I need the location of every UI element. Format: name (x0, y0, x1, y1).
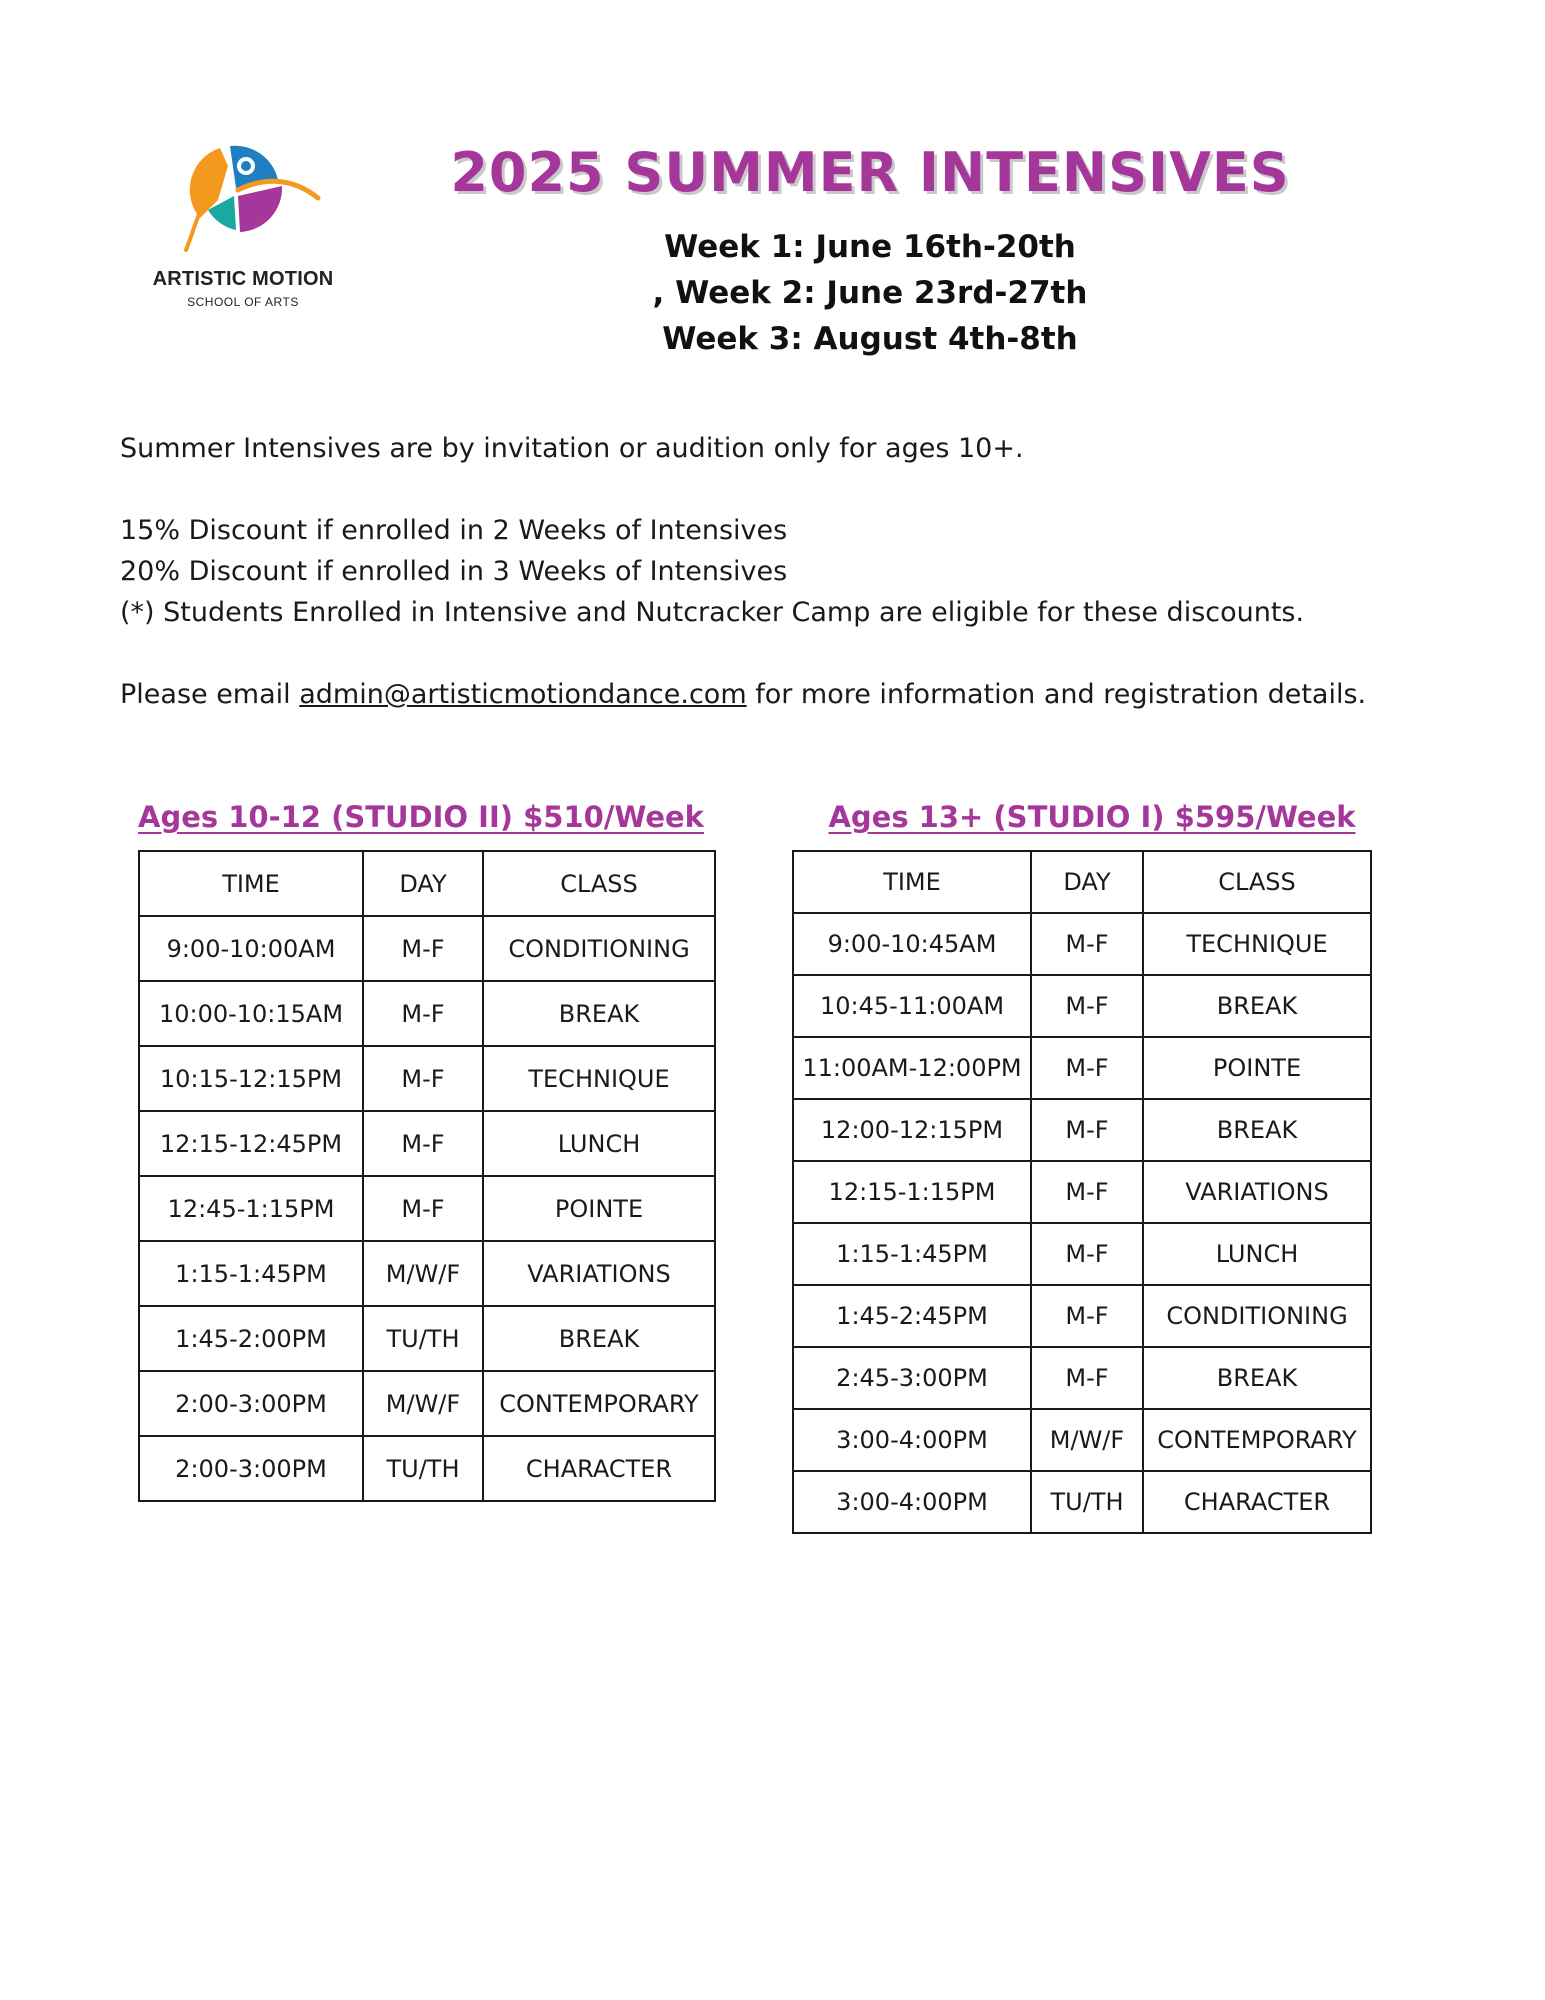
cell-time: 10:15-12:15PM (139, 1046, 363, 1111)
discount-note: (*) Students Enrolled in Intensive and Nutcracker Camp are eligible for these discounts. (120, 597, 1305, 628)
cell-day: M-F (1031, 1347, 1143, 1409)
cell-class: BREAK (483, 1306, 715, 1371)
school-logo (138, 140, 348, 320)
contact-text-before: Please email (120, 679, 300, 710)
cell-time: 9:00-10:45AM (793, 913, 1031, 975)
cell-day: M-F (1031, 975, 1143, 1037)
table-row (139, 1176, 715, 1241)
discount-three-weeks: 20% Discount if enrolled in 3 Weeks of Intensives (120, 556, 788, 587)
week-1-dates: Week 1: June 16th-20th (664, 229, 1076, 265)
table-row (793, 1037, 1371, 1099)
header-time: TIME (793, 851, 1031, 913)
cell-day: M/W/F (363, 1241, 483, 1306)
cell-class: CONDITIONING (483, 916, 715, 981)
cell-day: M-F (1031, 913, 1143, 975)
header-class: CLASS (1143, 851, 1371, 913)
table-row (793, 1471, 1371, 1533)
table-row (139, 1046, 715, 1111)
cell-class: BREAK (1143, 1099, 1371, 1161)
cell-time: 10:45-11:00AM (793, 975, 1031, 1037)
cell-class: BREAK (1143, 1347, 1371, 1409)
week-3-dates: Week 3: August 4th-8th (662, 321, 1078, 357)
header-day: DAY (1031, 851, 1143, 913)
cell-class: CHARACTER (1143, 1471, 1371, 1533)
cell-class: CONTEMPORARY (1143, 1409, 1371, 1471)
week-dates (420, 224, 1320, 362)
cell-class: VARIATIONS (1143, 1161, 1371, 1223)
schedule-ages-13-plus (792, 800, 1392, 1534)
contact-text (120, 674, 1440, 715)
table-row (139, 916, 715, 981)
table-row (793, 1285, 1371, 1347)
table-row (793, 1347, 1371, 1409)
cell-time: 3:00-4:00PM (793, 1409, 1031, 1471)
discount-two-weeks: 15% Discount if enrolled in 2 Weeks of Intensives (120, 515, 788, 546)
cell-time: 1:15-1:45PM (793, 1223, 1031, 1285)
cell-time: 1:15-1:45PM (139, 1241, 363, 1306)
logo-school-subtitle: SCHOOL OF ARTS (187, 295, 299, 309)
cell-day: TU/TH (363, 1306, 483, 1371)
cell-day: M-F (1031, 1223, 1143, 1285)
cell-time: 12:15-12:45PM (139, 1111, 363, 1176)
cell-day: M-F (1031, 1099, 1143, 1161)
table-row (793, 1409, 1371, 1471)
cell-day: TU/TH (1031, 1471, 1143, 1533)
table-row (793, 1223, 1371, 1285)
schedule-table (792, 850, 1372, 1534)
cell-class: CONDITIONING (1143, 1285, 1371, 1347)
cell-day: M/W/F (363, 1371, 483, 1436)
schedule-title: Ages 13+ (STUDIO I) $595/Week (828, 800, 1356, 834)
schedule-ages-10-12 (138, 800, 716, 1502)
cell-time: 12:15-1:15PM (793, 1161, 1031, 1223)
cell-day: M-F (363, 916, 483, 981)
week-2-dates: , Week 2: June 23rd-27th (652, 275, 1088, 311)
cell-class: BREAK (1143, 975, 1371, 1037)
table-row (793, 1161, 1371, 1223)
cell-day: M/W/F (1031, 1409, 1143, 1471)
header-time: TIME (139, 851, 363, 916)
header-day: DAY (363, 851, 483, 916)
contact-text-after: for more information and registration details. (746, 679, 1367, 710)
cell-class: POINTE (483, 1176, 715, 1241)
cell-day: M-F (1031, 1161, 1143, 1223)
table-row (139, 1436, 715, 1501)
cell-class: POINTE (1143, 1037, 1371, 1099)
table-row (139, 1111, 715, 1176)
cell-time: 1:45-2:00PM (139, 1306, 363, 1371)
eligibility-text: Summer Intensives are by invitation or audition only for ages 10+. (120, 433, 1024, 464)
cell-day: M-F (363, 981, 483, 1046)
page-title: 2025 SUMMER INTENSIVES (450, 141, 1290, 204)
table-row (139, 1241, 715, 1306)
cell-class: LUNCH (1143, 1223, 1371, 1285)
cell-day: M-F (1031, 1285, 1143, 1347)
table-header-row (139, 851, 715, 916)
table-row (793, 975, 1371, 1037)
schedule-title: Ages 10-12 (STUDIO II) $510/Week (138, 800, 704, 834)
cell-day: M-F (1031, 1037, 1143, 1099)
cell-class: TECHNIQUE (1143, 913, 1371, 975)
cell-time: 12:45-1:15PM (139, 1176, 363, 1241)
table-row (139, 981, 715, 1046)
logo-school-name: ARTISTIC MOTION (152, 268, 334, 290)
cell-class: CHARACTER (483, 1436, 715, 1501)
table-row (793, 913, 1371, 975)
info-section (120, 428, 1440, 715)
cell-time: 12:00-12:15PM (793, 1099, 1031, 1161)
cell-class: TECHNIQUE (483, 1046, 715, 1111)
cell-time: 2:00-3:00PM (139, 1436, 363, 1501)
table-header-row (793, 851, 1371, 913)
cell-day: M-F (363, 1111, 483, 1176)
table-row (139, 1306, 715, 1371)
cell-day: TU/TH (363, 1436, 483, 1501)
cell-day: M-F (363, 1046, 483, 1111)
cell-time: 11:00AM-12:00PM (793, 1037, 1031, 1099)
cell-day: M-F (363, 1176, 483, 1241)
table-row (139, 1371, 715, 1436)
cell-class: VARIATIONS (483, 1241, 715, 1306)
table-row (793, 1099, 1371, 1161)
cell-time: 10:00-10:15AM (139, 981, 363, 1046)
cell-class: CONTEMPORARY (483, 1371, 715, 1436)
dancer-logo-icon (178, 140, 328, 260)
cell-time: 9:00-10:00AM (139, 916, 363, 981)
cell-time: 1:45-2:45PM (793, 1285, 1031, 1347)
cell-time: 2:45-3:00PM (793, 1347, 1031, 1409)
cell-time: 2:00-3:00PM (139, 1371, 363, 1436)
contact-email-link[interactable]: admin@artisticmotiondance.com (299, 679, 747, 710)
header-class: CLASS (483, 851, 715, 916)
schedule-table (138, 850, 716, 1502)
cell-class: BREAK (483, 981, 715, 1046)
cell-class: LUNCH (483, 1111, 715, 1176)
cell-time: 3:00-4:00PM (793, 1471, 1031, 1533)
